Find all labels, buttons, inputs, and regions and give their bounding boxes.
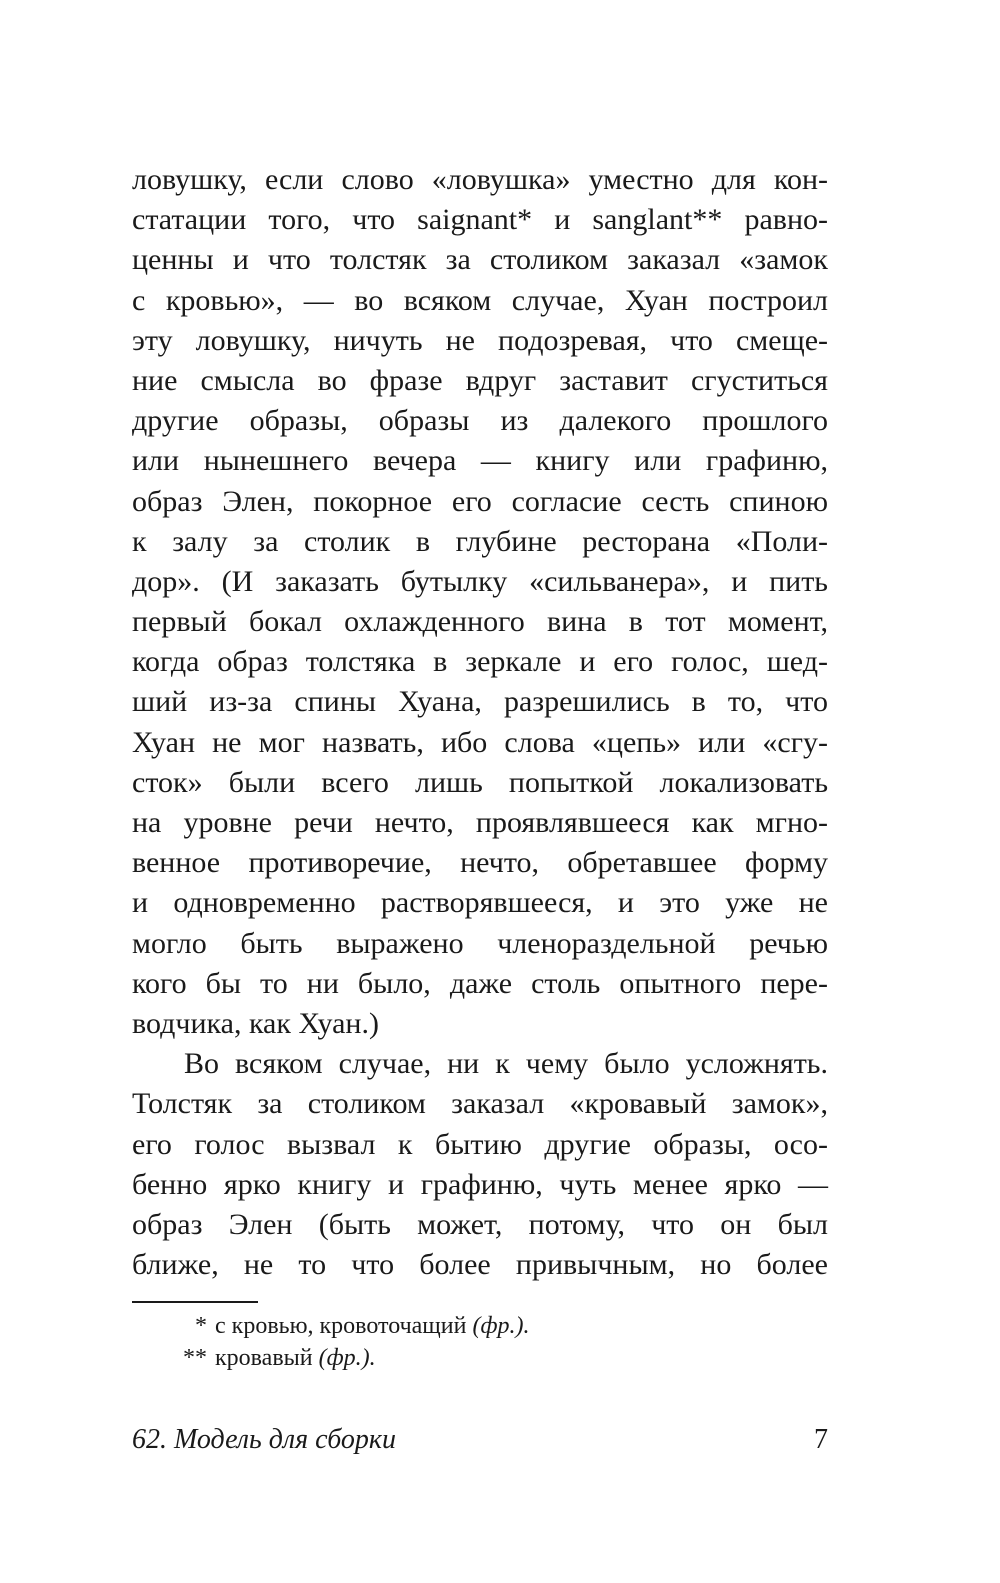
text-line: первый бокал охлажденного вина в тот момент, <box>132 605 828 639</box>
text-line: на уровне речи нечто, проявлявшееся как мгно- <box>132 806 828 839</box>
text-line: ловушку, если слово «ловушка» уместно для кон- <box>132 163 828 196</box>
footnote-text: кровавый <box>215 1345 313 1371</box>
text-line: могло быть выражено членораздельной речью <box>132 926 828 960</box>
text-line: ближе, не то что более привычным, но более <box>132 1248 828 1282</box>
footnote-text: с кровью, кровоточащий <box>215 1313 467 1339</box>
page-number: 7 <box>814 1424 828 1455</box>
text-line: ценны и что толстяк за столиком заказал «замок <box>132 243 828 277</box>
text-line: ший из-за спины Хуана, разрешились в то, что <box>132 685 828 719</box>
text-line: или нынешнего вечера — книгу или графиню, <box>132 444 828 478</box>
text-line: к залу за столик в глубине ресторана «Поли- <box>132 524 828 558</box>
text-line: дор». (И заказать бутылку «сильванера», и пить <box>132 564 828 598</box>
text-line: водчика, как Хуан.) <box>132 1006 379 1040</box>
text-line: его голос вызвал к бытию другие образы, осо- <box>132 1127 828 1161</box>
text-line: кого бы то ни было, даже столь опытного пере- <box>132 966 828 1000</box>
body-text <box>132 160 828 1285</box>
text-line: с кровью», — во всяком случае, Хуан построил <box>132 283 828 317</box>
footnote <box>132 1342 828 1374</box>
paragraph-start-line: Во всяком случае, ни к чему было усложнять. <box>184 1047 828 1081</box>
footnote-mark: ** <box>183 1345 207 1371</box>
text-line: статации того, что saignant* и sanglant** равно- <box>132 203 828 237</box>
text-line: другие образы, образы из далекого прошлого <box>132 404 828 438</box>
text-line: и одновременно растворявшееся, и это уже не <box>132 886 828 920</box>
footnote <box>132 1310 828 1342</box>
text-line: образ Элен, покорное его согласие сесть спиною <box>132 484 828 518</box>
text-line: эту ловушку, ничуть не подозревая, что смеще- <box>132 323 828 357</box>
footnote-lang: (фр.). <box>318 1345 376 1371</box>
text-line: Толстяк за столиком заказал «кровавый замок», <box>132 1087 828 1121</box>
footnote-lang: (фр.). <box>472 1313 530 1339</box>
text-line: венное противоречие, нечто, обретавшее форму <box>132 846 828 880</box>
footnote-divider <box>132 1301 258 1303</box>
text-line: образ Элен (быть может, потому, что он был <box>132 1207 828 1241</box>
text-line: сток» были всего лишь попыткой локализовать <box>132 765 828 799</box>
text-line: бенно ярко книгу и графиню, чуть менее ярко — <box>132 1167 828 1201</box>
page-footer <box>132 1420 828 1460</box>
text-line: ние смысла во фразе вдруг заставит сгуститься <box>132 363 828 397</box>
footnotes <box>132 1310 828 1374</box>
running-title: 62. Модель для сборки <box>132 1424 397 1455</box>
text-line: Хуан не мог назвать, ибо слова «цепь» или «сгу- <box>132 725 828 759</box>
text-line: когда образ толстяка в зеркале и его голос, шед- <box>132 645 828 679</box>
footnote-mark: * <box>195 1313 207 1339</box>
